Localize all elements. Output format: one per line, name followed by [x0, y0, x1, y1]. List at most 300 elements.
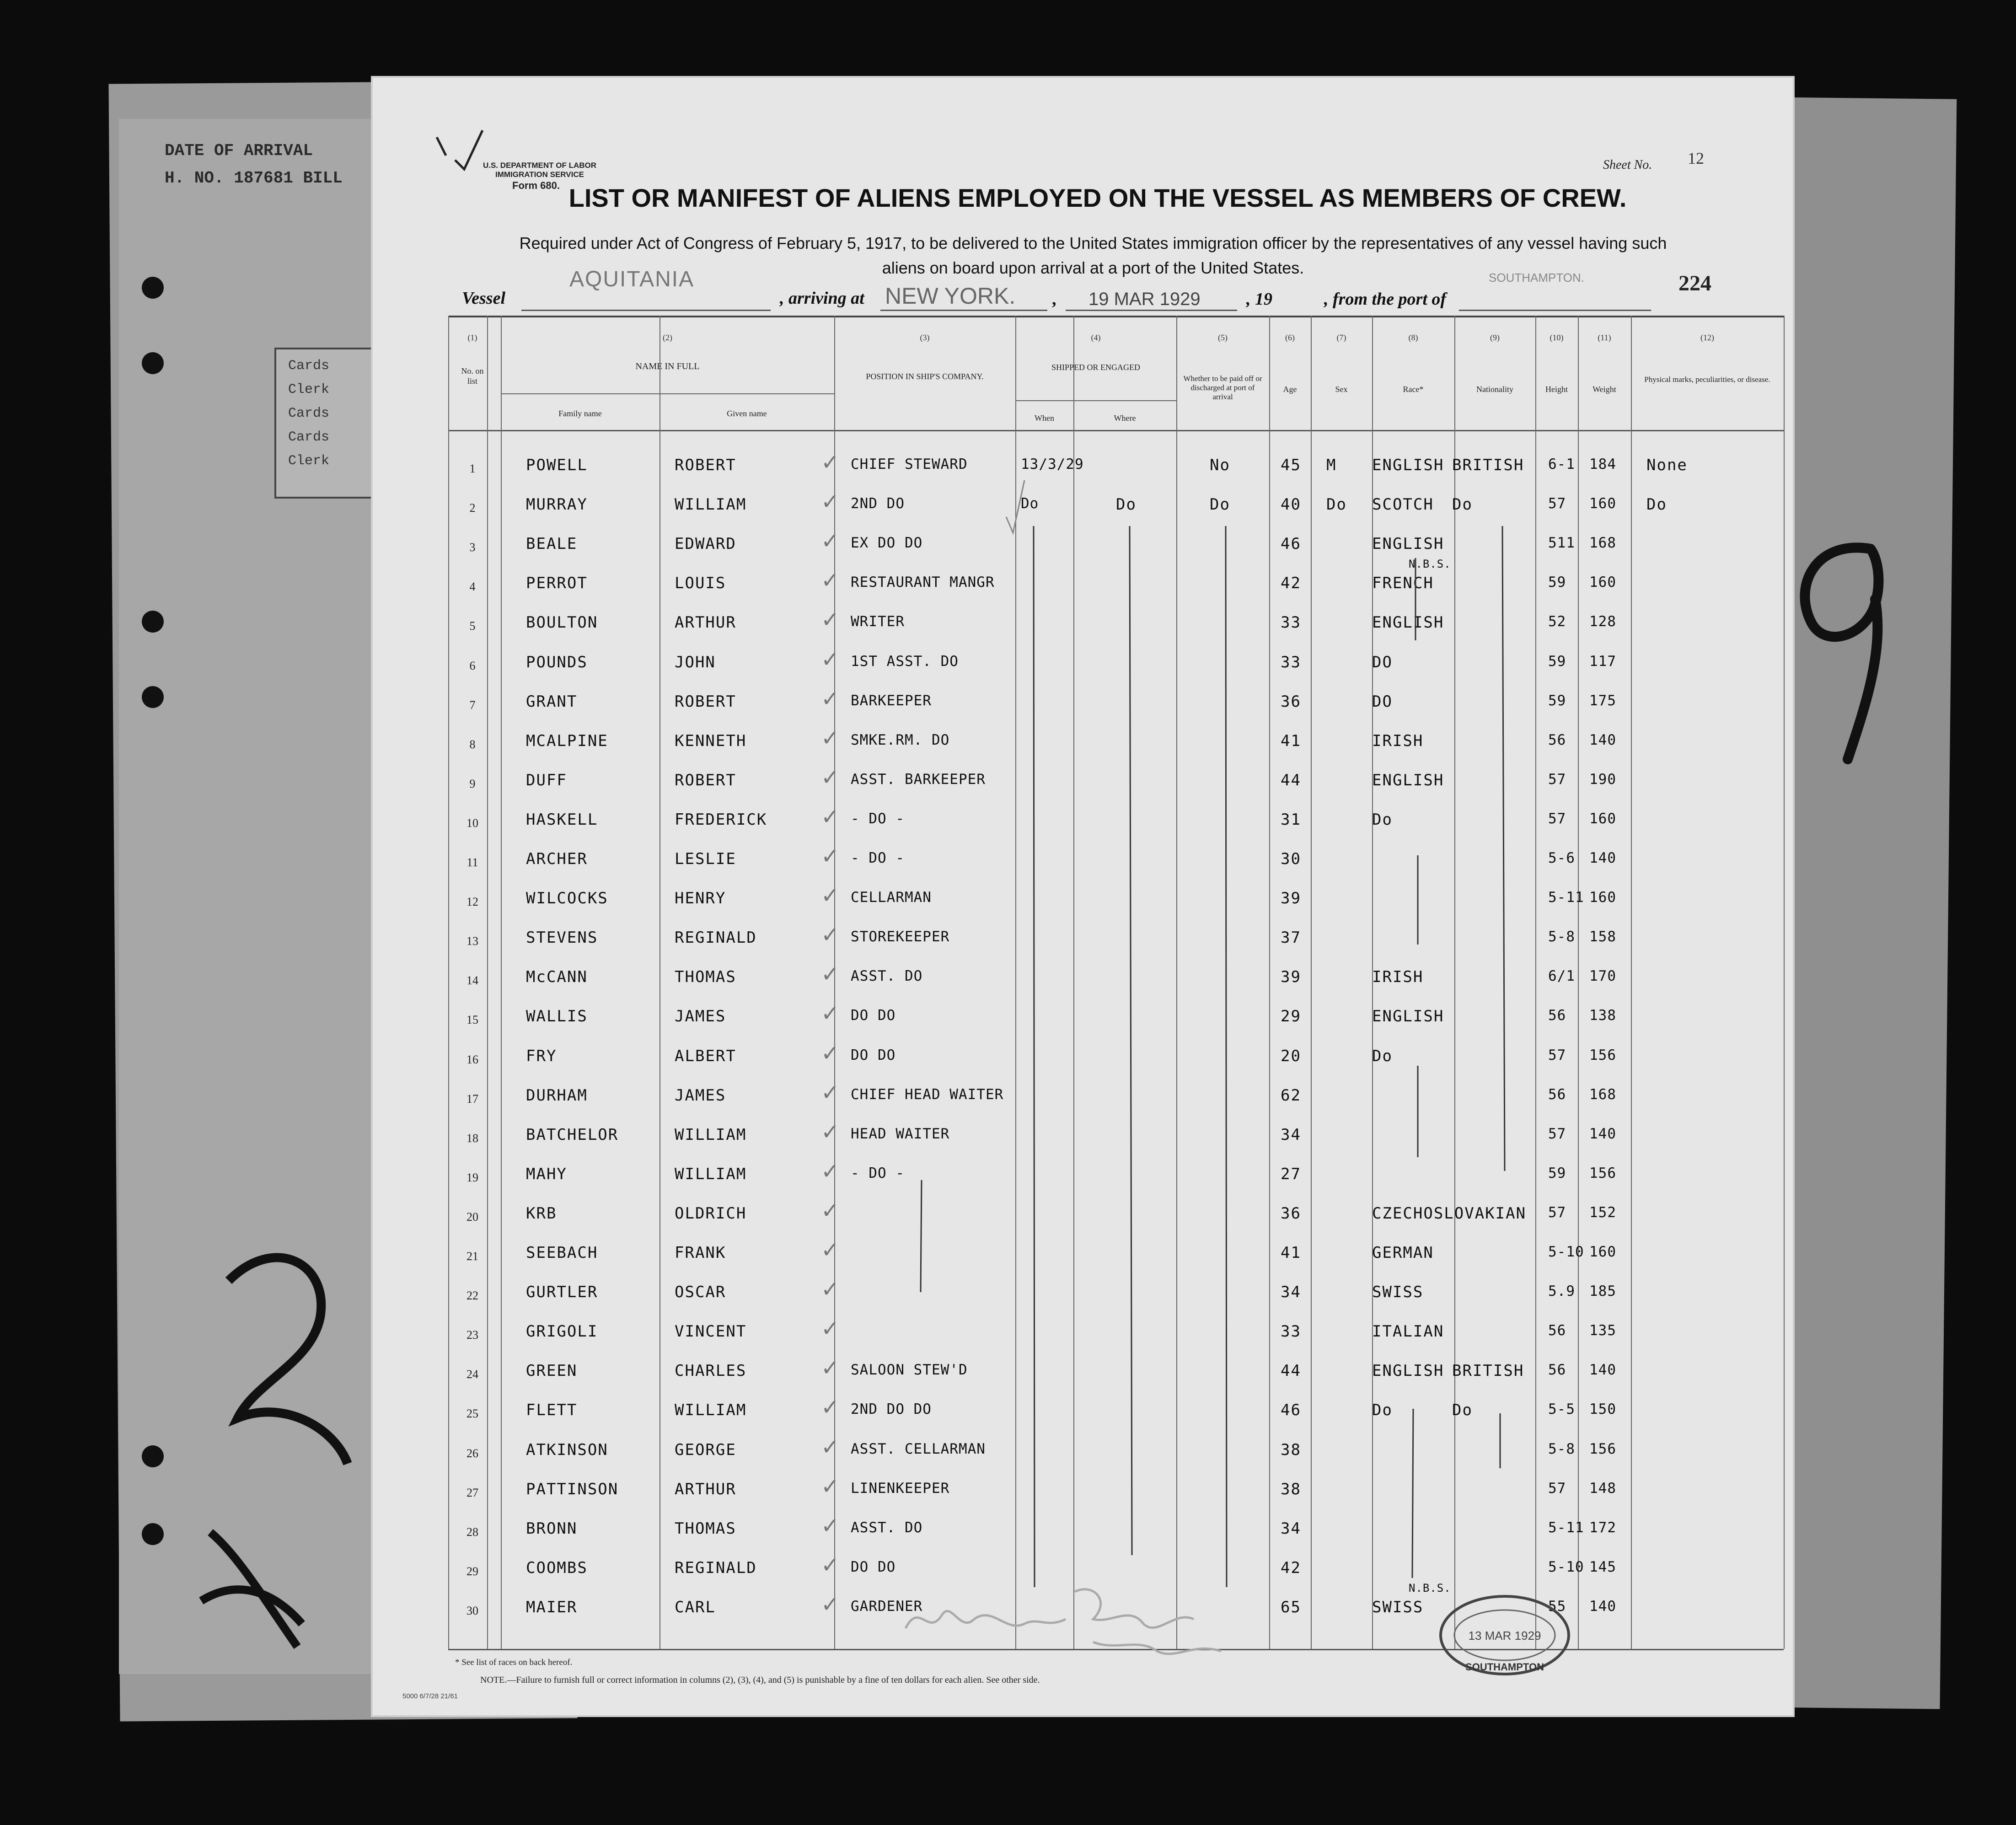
race-cell: GERMAN — [1372, 1244, 1434, 1262]
weight-cell: 175 — [1589, 692, 1616, 709]
age-cell: 34 — [1281, 1519, 1301, 1538]
column-number: (2) — [663, 333, 672, 342]
family-name-cell: BRONN — [526, 1519, 578, 1538]
family-name-cell: ATKINSON — [526, 1440, 608, 1459]
from-port-stamp: SOUTHAMPTON. — [1489, 271, 1584, 284]
weight-cell: 140 — [1589, 1362, 1616, 1379]
race-cell: ENGLISH — [1372, 535, 1444, 553]
given-name-cell: ARTHUR — [675, 613, 736, 632]
weight-cell: 140 — [1589, 1598, 1616, 1615]
given-name-cell: THOMAS — [675, 1519, 736, 1538]
weight-cell: 160 — [1589, 495, 1616, 512]
given-name-cell: ROBERT — [675, 692, 736, 711]
given-name-cell: WILLIAM — [675, 1125, 747, 1144]
age-cell: 41 — [1281, 731, 1301, 750]
race-cell: ENGLISH — [1372, 1007, 1444, 1026]
check-mark-icon: ✓ — [821, 1079, 840, 1106]
header-paid-off: Whether to be paid off or discharged at port of arrival — [1183, 374, 1262, 401]
given-name-cell: CARL — [675, 1598, 716, 1616]
family-name-cell: MAHY — [526, 1165, 567, 1183]
weight-cell: 172 — [1589, 1519, 1616, 1536]
given-name-cell: JAMES — [675, 1007, 726, 1026]
race-cell: ENGLISH — [1372, 613, 1444, 632]
age-cell: 34 — [1281, 1125, 1301, 1144]
race-cell: IRISH — [1372, 731, 1424, 750]
row-number: 25 — [466, 1407, 478, 1421]
age-cell: 34 — [1281, 1283, 1301, 1302]
given-name-cell: VINCENT — [675, 1322, 747, 1341]
family-name-cell: FLETT — [526, 1401, 578, 1420]
row-number: 26 — [466, 1446, 478, 1460]
age-cell: 33 — [1281, 653, 1301, 671]
age-cell: 44 — [1281, 1362, 1301, 1380]
row-number: 5 — [469, 619, 476, 633]
from-port-label: , from the port of — [1324, 290, 1447, 309]
header-shipped: SHIPPED OR ENGAGED — [1051, 363, 1140, 372]
underlying-form-line: DATE OF ARRIVAL — [165, 141, 313, 160]
race-cell: ENGLISH — [1372, 456, 1444, 474]
header-sex: Sex — [1335, 385, 1348, 394]
column-number: (12) — [1700, 333, 1714, 342]
age-cell: 44 — [1281, 771, 1301, 789]
given-name-cell: REGINALD — [675, 1558, 757, 1577]
row-number: 30 — [466, 1604, 478, 1617]
check-mark-icon: ✓ — [821, 568, 840, 594]
height-cell: 5-10 — [1548, 1244, 1584, 1260]
race-cell: Do — [1372, 810, 1393, 829]
weight-cell: 152 — [1589, 1204, 1616, 1221]
subtitle-line: Required under Act of Congress of February 5, 1917, to be delivered to the United States immigration officer by the representatives of any vessel having such — [519, 234, 1667, 252]
row-number: 1 — [469, 462, 476, 475]
height-cell: 6/1 — [1548, 968, 1575, 985]
check-mark-icon: ✓ — [821, 450, 840, 475]
family-name-cell: BATCHELOR — [526, 1125, 619, 1144]
family-name-cell: GURTLER — [526, 1283, 598, 1302]
position-cell: 2ND DO — [851, 495, 905, 512]
form-number: Form 680. — [512, 180, 560, 191]
header-no-on-list: No. on list — [461, 366, 484, 386]
age-cell: 30 — [1281, 850, 1301, 868]
position-cell: ASST. CELLARMAN — [851, 1440, 986, 1457]
family-name-cell: POUNDS — [526, 653, 588, 671]
page-title: LIST OR MANIFEST OF ALIENS EMPLOYED ON THE VESSEL AS MEMBERS OF CREW. — [568, 183, 1627, 212]
physical-marks-cell: None — [1646, 456, 1688, 474]
height-cell: 57 — [1548, 771, 1566, 788]
race-cell: ITALIAN — [1372, 1322, 1444, 1341]
weight-cell: 170 — [1589, 968, 1616, 985]
height-cell: 56 — [1548, 1086, 1566, 1103]
family-name-cell: McCANN — [526, 968, 588, 987]
family-name-cell: MCALPINE — [526, 731, 608, 750]
cards-box-line: Clerk — [288, 382, 330, 397]
southampton-stamp — [1436, 1592, 1573, 1679]
family-name-cell: GREEN — [526, 1362, 578, 1380]
height-cell: 59 — [1548, 692, 1566, 709]
check-mark-icon: ✓ — [821, 922, 840, 948]
header-when: When — [1035, 413, 1054, 423]
height-cell: 56 — [1548, 1362, 1566, 1379]
height-cell: 57 — [1548, 1125, 1566, 1142]
age-cell: 33 — [1281, 613, 1301, 632]
row-number: 24 — [466, 1368, 478, 1381]
age-cell: 20 — [1281, 1047, 1301, 1065]
position-cell: SALOON STEW'D — [851, 1362, 968, 1379]
height-cell: 5.9 — [1548, 1283, 1575, 1300]
family-name-cell: SEEBACH — [526, 1244, 598, 1262]
age-cell: 40 — [1281, 495, 1301, 514]
race-note: N.B.S. — [1409, 1581, 1451, 1594]
race-cell: ENGLISH — [1372, 1362, 1444, 1380]
penalty-note: NOTE.—Failure to furnish full or correct information in columns (2), (3), (4), and (5) is punishable by a fine of ten dollars for each alien. See other side. — [480, 1675, 1040, 1685]
height-cell: 57 — [1548, 810, 1566, 827]
subtitle-line: aliens on board upon arrival at a port of the United States. — [882, 258, 1304, 277]
family-name-cell: BEALE — [526, 535, 578, 553]
position-cell: ASST. DO — [851, 1519, 923, 1536]
weight-cell: 168 — [1589, 1086, 1616, 1103]
height-cell: 57 — [1548, 1480, 1566, 1497]
position-cell: - DO - — [851, 810, 905, 827]
header-height: Height — [1545, 385, 1568, 394]
row-number: 16 — [466, 1052, 478, 1066]
column-number: (8) — [1408, 333, 1418, 342]
check-mark-icon: ✓ — [821, 1473, 840, 1499]
height-cell: 56 — [1548, 1322, 1566, 1339]
header-race: Race* — [1403, 385, 1424, 394]
shipped-where-cell: Do — [1116, 495, 1137, 514]
check-mark-icon: ✓ — [821, 843, 840, 869]
family-name-cell: WILCOCKS — [526, 889, 608, 908]
race-note: N.B.S. — [1409, 558, 1451, 571]
position-cell: CELLARMAN — [851, 889, 932, 906]
header-given-name: Given name — [727, 409, 767, 418]
race-cell: IRISH — [1372, 968, 1424, 987]
row-number: 18 — [466, 1131, 478, 1145]
header-position: POSITION IN SHIP'S COMPANY. — [866, 372, 984, 381]
arriving-label: , arriving at — [780, 289, 864, 308]
weight-cell: 160 — [1589, 810, 1616, 827]
height-cell: 57 — [1548, 1204, 1566, 1221]
cards-box-line: Clerk — [288, 453, 330, 469]
header-where: Where — [1114, 413, 1136, 423]
weight-cell: 135 — [1589, 1322, 1616, 1339]
row-number: 8 — [469, 737, 476, 751]
family-name-cell: BOULTON — [526, 613, 598, 632]
height-cell: 5-8 — [1548, 1440, 1575, 1457]
row-number: 19 — [466, 1170, 478, 1184]
shipped-when-cell: 13/3/29 — [1021, 456, 1084, 472]
row-number: 7 — [469, 698, 476, 712]
check-mark-icon: ✓ — [821, 1277, 840, 1303]
comma-separator: , — [1052, 290, 1056, 309]
weight-cell: 140 — [1589, 1125, 1616, 1142]
age-cell: 38 — [1281, 1440, 1301, 1459]
inspector-signature — [901, 1573, 1249, 1665]
paid-off-cell: Do — [1210, 495, 1230, 514]
family-name-cell: MAIER — [526, 1598, 578, 1616]
weight-cell: 117 — [1589, 653, 1616, 670]
check-mark-icon: ✓ — [821, 764, 840, 790]
check-mark-icon: ✓ — [821, 1552, 840, 1578]
age-cell: 62 — [1281, 1086, 1301, 1105]
height-cell: 5-8 — [1548, 929, 1575, 945]
race-cell: DO — [1372, 653, 1393, 671]
row-number: 11 — [466, 856, 478, 869]
position-cell: RESTAURANT MANGR — [851, 574, 995, 591]
age-cell: 29 — [1281, 1007, 1301, 1026]
shipped-when-cell: Do — [1021, 495, 1039, 512]
weight-cell: 184 — [1589, 456, 1616, 472]
row-number: 17 — [466, 1092, 478, 1106]
height-cell: 55 — [1548, 1598, 1566, 1615]
height-cell: 5-6 — [1548, 850, 1575, 866]
header-nationality: Nationality — [1476, 385, 1513, 394]
height-cell: 57 — [1548, 495, 1566, 512]
position-cell: - DO - — [851, 850, 905, 866]
row-number: 28 — [466, 1525, 478, 1539]
row-number: 10 — [466, 816, 478, 830]
row-number: 22 — [466, 1289, 478, 1303]
row-number: 23 — [466, 1328, 478, 1342]
row-number: 13 — [466, 934, 478, 948]
given-name-cell: GEORGE — [675, 1440, 736, 1459]
row-number: 15 — [466, 1013, 478, 1027]
race-cell: ENGLISH — [1372, 771, 1444, 789]
department-line: IMMIGRATION SERVICE — [495, 170, 584, 179]
given-name-cell: JOHN — [675, 653, 716, 671]
height-cell: 52 — [1548, 613, 1566, 630]
family-name-cell: COOMBS — [526, 1558, 588, 1577]
given-name-cell: OLDRICH — [675, 1204, 747, 1223]
nationality-cell: BRITISH — [1452, 1362, 1524, 1380]
weight-cell: 140 — [1589, 850, 1616, 866]
height-cell: 56 — [1548, 731, 1566, 748]
given-name-cell: LOUIS — [675, 574, 726, 593]
column-number: (4) — [1091, 333, 1101, 342]
given-name-cell: EDWARD — [675, 535, 736, 553]
check-mark-icon: ✓ — [821, 686, 840, 712]
family-name-cell: ARCHER — [526, 850, 588, 868]
height-cell: 5-11 — [1548, 1519, 1584, 1536]
given-name-cell: HENRY — [675, 889, 726, 908]
weight-cell: 185 — [1589, 1283, 1616, 1300]
height-cell: 59 — [1548, 1165, 1566, 1181]
family-name-cell: KRB — [526, 1204, 557, 1223]
age-cell: 36 — [1281, 692, 1301, 711]
given-name-cell: THOMAS — [675, 968, 736, 987]
check-mark-icon: ✓ — [821, 1355, 840, 1381]
check-mark-icon: ✓ — [821, 804, 840, 830]
age-cell: 27 — [1281, 1165, 1301, 1183]
sex-cell: Do — [1326, 495, 1347, 514]
position-cell: BARKEEPER — [851, 692, 932, 709]
sheet-no-label: Sheet No. — [1603, 158, 1652, 172]
weight-cell: 140 — [1589, 731, 1616, 748]
check-mark-icon: ✓ — [821, 1001, 840, 1027]
stamp-place: SOUTHAMPTON — [1465, 1661, 1544, 1673]
cards-box-line: Cards — [288, 358, 330, 374]
column-number: (3) — [920, 333, 930, 342]
age-cell: 31 — [1281, 810, 1301, 829]
weight-cell: 145 — [1589, 1558, 1616, 1575]
column-number: (7) — [1336, 333, 1346, 342]
check-mark-icon: ✓ — [821, 1513, 840, 1539]
row-number: 6 — [469, 659, 476, 672]
height-cell: 5-5 — [1548, 1401, 1575, 1418]
position-cell: ASST. DO — [851, 968, 923, 985]
vessel-name-stamp: AQUITANIA — [569, 267, 695, 291]
row-number: 14 — [466, 974, 478, 988]
given-name-cell: REGINALD — [675, 929, 757, 947]
age-cell: 41 — [1281, 1244, 1301, 1262]
row-number: 29 — [466, 1564, 478, 1578]
given-name-cell: ROBERT — [675, 456, 736, 474]
weight-cell: 160 — [1589, 889, 1616, 906]
check-mark-icon: ✓ — [821, 1197, 840, 1224]
row-number: 12 — [466, 895, 478, 909]
race-cell: CZECHOSLOVAKIAN — [1372, 1204, 1527, 1223]
age-cell: 38 — [1281, 1480, 1301, 1498]
given-name-cell: WILLIAM — [675, 1401, 747, 1420]
check-mark-icon: ✓ — [821, 1434, 840, 1460]
given-name-cell: FRANK — [675, 1244, 726, 1262]
paid-off-cell: No — [1210, 456, 1230, 474]
row-number: 3 — [469, 541, 476, 554]
given-name-cell: KENNETH — [675, 731, 747, 750]
header-family-name: Family name — [558, 409, 602, 418]
given-name-cell: OSCAR — [675, 1283, 726, 1302]
given-name-cell: FREDERICK — [675, 810, 767, 829]
position-cell: DO DO — [851, 1558, 896, 1575]
underlying-form-line: H. NO. 187681 BILL — [165, 169, 343, 188]
nationality-cell: BRITISH — [1452, 456, 1524, 474]
nationality-cell: Do — [1452, 495, 1473, 514]
check-mark-icon: ✓ — [821, 1040, 840, 1066]
nationality-cell: Do — [1452, 1401, 1473, 1420]
family-name-cell: DUFF — [526, 771, 567, 789]
column-number: (6) — [1285, 333, 1295, 342]
family-name-cell: POWELL — [526, 456, 588, 474]
column-number: (11) — [1598, 333, 1611, 342]
age-cell: 36 — [1281, 1204, 1301, 1223]
age-cell: 42 — [1281, 1558, 1301, 1577]
column-number: (1) — [467, 333, 477, 342]
family-name-cell: HASKELL — [526, 810, 598, 829]
age-cell: 42 — [1281, 574, 1301, 593]
race-cell: Do — [1372, 1047, 1393, 1065]
family-name-cell: MURRAY — [526, 495, 588, 514]
height-cell: 59 — [1548, 653, 1566, 670]
row-number: 9 — [469, 777, 476, 790]
position-cell: ASST. BARKEEPER — [851, 771, 986, 788]
age-cell: 45 — [1281, 456, 1301, 474]
position-cell: SMKE.RM. DO — [851, 731, 950, 748]
sex-cell: M — [1326, 456, 1337, 474]
height-cell: 59 — [1548, 574, 1566, 591]
family-name-cell: FRY — [526, 1047, 557, 1065]
position-cell: GARDENER — [851, 1598, 923, 1615]
form-print-code: 5000 6/7/28 21/61 — [402, 1692, 458, 1700]
header-age: Age — [1283, 385, 1297, 394]
check-mark-icon: ✓ — [821, 1395, 840, 1421]
weight-cell: 160 — [1589, 1244, 1616, 1260]
height-cell: 5-10 — [1548, 1558, 1584, 1575]
row-number: 21 — [466, 1250, 478, 1263]
given-name-cell: JAMES — [675, 1086, 726, 1105]
given-name-cell: ROBERT — [675, 771, 736, 789]
row-number: 20 — [466, 1210, 478, 1224]
weight-cell: 156 — [1589, 1165, 1616, 1181]
check-mark-icon: ✓ — [821, 646, 840, 672]
weight-cell: 156 — [1589, 1440, 1616, 1457]
family-name-cell: GRANT — [526, 692, 578, 711]
column-number: (10) — [1550, 333, 1564, 342]
given-name-cell: WILLIAM — [675, 1165, 747, 1183]
race-cell: Do — [1372, 1401, 1393, 1420]
cards-box-line: Cards — [288, 429, 330, 445]
arrival-date-stamp: 19 MAR 1929 — [1088, 289, 1201, 309]
given-name-cell: ALBERT — [675, 1047, 736, 1065]
position-cell: DO DO — [851, 1047, 896, 1063]
position-cell: STOREKEEPER — [851, 929, 950, 945]
check-mark-icon: ✓ — [821, 883, 840, 909]
weight-cell: 158 — [1589, 929, 1616, 945]
height-cell: 57 — [1548, 1047, 1566, 1063]
family-name-cell: GRIGOLI — [526, 1322, 598, 1341]
position-cell: 2ND DO DO — [851, 1401, 932, 1418]
check-mark-icon: ✓ — [821, 725, 840, 751]
check-mark-icon: ✓ — [821, 961, 840, 988]
race-cell: SWISS — [1372, 1598, 1424, 1616]
family-name-cell: DURHAM — [526, 1086, 588, 1105]
race-cell: DO — [1372, 692, 1393, 711]
check-mark-icon: ✓ — [821, 1591, 840, 1617]
position-cell: - DO - — [851, 1165, 905, 1181]
page-number: 224 — [1678, 271, 1711, 295]
age-cell: 39 — [1281, 889, 1301, 908]
age-cell: 39 — [1281, 968, 1301, 987]
weight-cell: 190 — [1589, 771, 1616, 788]
position-cell: DO DO — [851, 1007, 896, 1024]
weight-cell: 168 — [1589, 535, 1616, 552]
race-cell: SCOTCH — [1372, 495, 1434, 514]
family-name-cell: PERROT — [526, 574, 588, 593]
arriving-port-stamp: NEW YORK. — [885, 283, 1016, 309]
weight-cell: 148 — [1589, 1480, 1616, 1497]
family-name-cell: PATTINSON — [526, 1480, 619, 1498]
height-cell: 511 — [1548, 535, 1575, 552]
given-name-cell: LESLIE — [675, 850, 736, 868]
weight-cell: 160 — [1589, 574, 1616, 591]
family-name-cell: STEVENS — [526, 929, 598, 947]
check-mark-icon: ✓ — [821, 1237, 840, 1263]
position-cell: CHIEF STEWARD — [851, 456, 968, 472]
footnote: * See list of races on back hereof. — [455, 1658, 573, 1667]
position-cell: HEAD WAITER — [851, 1125, 950, 1142]
vessel-label: Vessel — [462, 289, 505, 308]
check-mark-icon: ✓ — [821, 528, 840, 554]
cards-box-line: Cards — [288, 406, 330, 421]
department-line: U.S. DEPARTMENT OF LABOR — [483, 161, 597, 170]
race-cell: FRENCH — [1372, 574, 1434, 593]
given-name-cell: CHARLES — [675, 1362, 747, 1380]
age-cell: 46 — [1281, 1401, 1301, 1420]
row-number: 4 — [469, 580, 476, 594]
family-name-cell: WALLIS — [526, 1007, 588, 1026]
age-cell: 33 — [1281, 1322, 1301, 1341]
weight-cell: 156 — [1589, 1047, 1616, 1063]
age-cell: 65 — [1281, 1598, 1301, 1616]
weight-cell: 138 — [1589, 1007, 1616, 1024]
